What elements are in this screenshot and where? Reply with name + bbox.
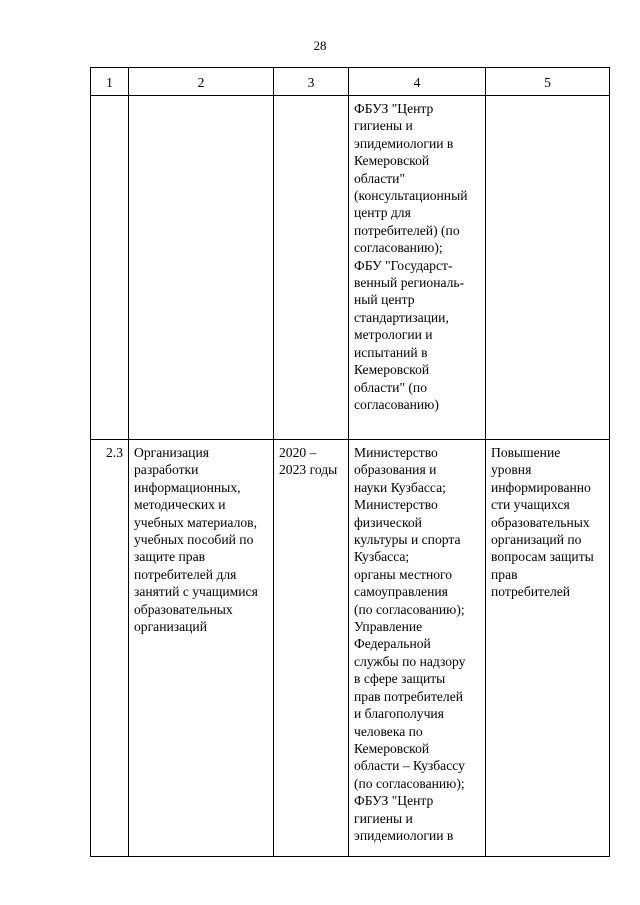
text-line: науки Кузбасса; — [354, 479, 446, 495]
text-line: эпидемиологии в — [354, 827, 454, 843]
text-line: Управление — [354, 619, 423, 635]
text-line: информированно — [491, 479, 591, 495]
result-cell — [486, 96, 610, 440]
text-line: гигиены и — [354, 810, 413, 826]
text-line: Повышение — [491, 445, 561, 460]
text-line: согласованию); — [354, 240, 443, 256]
header-cell-5: 5 — [486, 68, 610, 96]
text-line: (по согласованию); — [354, 601, 465, 617]
text-line: потребителей для — [134, 566, 237, 582]
text-line: культуры и спорта — [354, 532, 461, 548]
result-cell — [486, 440, 610, 857]
period-cell — [274, 440, 349, 857]
text-line: организаций по — [491, 532, 582, 548]
measures-table — [90, 67, 610, 857]
text-line: Федеральной — [354, 636, 431, 652]
header-cell-3: 3 — [274, 68, 349, 96]
text-line: Министерство — [354, 445, 438, 460]
executors-cell — [349, 96, 486, 440]
text-line: Кемеровской — [354, 740, 430, 756]
text-line: (консультационный — [354, 188, 468, 204]
header-cell-1: 1 — [91, 68, 129, 96]
text-line: Организация — [134, 445, 209, 460]
text-line: сти учащихся — [491, 497, 570, 513]
text-line: методических и — [134, 497, 226, 513]
text-line: образовательных — [491, 514, 590, 530]
text-line: области" (по — [354, 379, 427, 395]
row-number-cell — [91, 96, 129, 440]
text-line: учебных материалов, — [134, 514, 257, 530]
text-line: разработки — [134, 462, 199, 478]
text-line: прав потребителей — [354, 688, 464, 704]
text-line: потребителей) (по — [354, 222, 460, 238]
measure-cell — [129, 96, 274, 440]
text-line: эпидемиологии в — [354, 135, 454, 151]
text-line: Кемеровской — [354, 153, 430, 169]
text-line: организаций — [134, 619, 207, 635]
text-line: испытаний в — [354, 344, 428, 360]
text-line: прав — [491, 566, 518, 582]
text-line: 2023 годы — [279, 462, 338, 478]
row-number-cell: 2.3 — [91, 440, 129, 857]
text-line: 2020 – — [279, 445, 317, 460]
text-line: информационных, — [134, 479, 241, 495]
page-number: 28 — [313, 38, 327, 53]
header-cell-2: 2 — [129, 68, 274, 96]
text-line: службы по надзору — [354, 653, 466, 669]
executors-cell — [349, 440, 486, 857]
text-line: метрологии и — [354, 327, 433, 343]
text-line: (по согласованию); — [354, 775, 465, 791]
text-line: занятий с учащимися — [134, 584, 258, 600]
text-line: вопросам защиты — [491, 549, 594, 565]
text-line: образовательных — [134, 601, 233, 617]
table-header-row — [91, 68, 610, 96]
text-line: ФБУ "Государст- — [354, 257, 453, 273]
text-line: центр для — [354, 205, 411, 221]
text-line: учебных пособий по — [134, 532, 254, 548]
text-line: Министерство — [354, 497, 438, 513]
text-line: ФБУЗ "Центр — [354, 793, 434, 809]
header-cell-4: 4 — [349, 68, 486, 96]
text-line: в сфере защиты — [354, 671, 446, 687]
text-line: органы местного — [354, 566, 453, 582]
text-line: образования и — [354, 462, 437, 478]
table-row — [91, 96, 610, 440]
text-line: ный центр — [354, 292, 415, 308]
text-line: стандартизации, — [354, 309, 449, 325]
text-line: области – Кузбассу — [354, 758, 465, 774]
text-line: области" — [354, 170, 405, 186]
text-line: согласованию) — [354, 396, 439, 412]
table-row — [91, 440, 610, 857]
text-line: Кузбасса; — [354, 549, 410, 565]
text-line: потребителей — [491, 584, 571, 600]
text-line: Кемеровской — [354, 362, 430, 378]
text-line: самоуправления — [354, 584, 448, 600]
text-line: человека по — [354, 723, 423, 739]
text-line: защите прав — [134, 549, 206, 565]
text-line: физической — [354, 514, 422, 530]
text-line: ФБУЗ "Центр — [354, 101, 434, 116]
text-line: гигиены и — [354, 118, 413, 134]
text-line: венный региональ- — [354, 275, 465, 291]
text-line: и благополучия — [354, 706, 444, 722]
measure-cell — [129, 440, 274, 857]
text-line: уровня — [491, 462, 532, 478]
period-cell — [274, 96, 349, 440]
